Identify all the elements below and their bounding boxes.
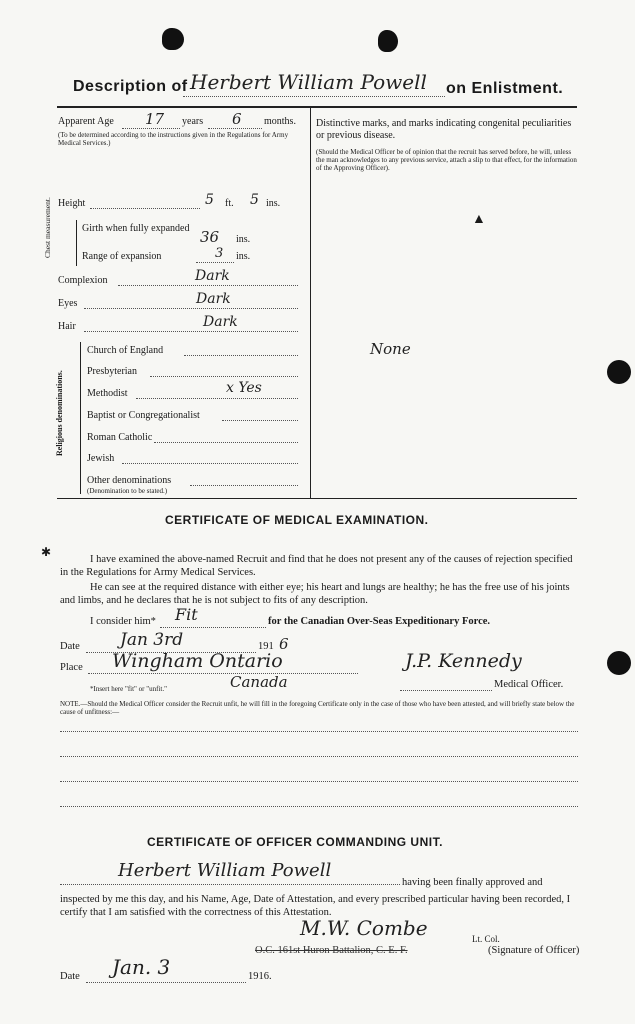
girth-ins-label: ins. <box>236 234 251 245</box>
top-rule <box>57 106 577 108</box>
height-in: 5 <box>250 192 259 208</box>
methodist-mark: x Yes <box>226 380 262 396</box>
expansion-line <box>196 262 234 263</box>
officer-signature: M.W. Combe <box>300 916 428 940</box>
ink-blot-left <box>162 28 184 50</box>
age-label: Apparent Age <box>58 116 114 127</box>
signature-line <box>400 690 492 691</box>
officer-name-line <box>60 884 400 885</box>
complexion-line <box>118 285 298 286</box>
officer-para: inspected by me this day, and his Name, Age, Date of Attestation, and every prescribed particular having been recorded, I certify that I am satisfied with the correctness of this Attestation. <box>60 894 571 918</box>
unfit-line-1 <box>60 731 578 732</box>
ink-blot-right <box>378 30 398 52</box>
denom-line-3 <box>222 420 298 421</box>
age-months: 6 <box>232 110 242 128</box>
medical-para1: I have examined the above-named Recruit and find that he does not present any of the causes of rejection specified in the Regulations for Army Medical Services. <box>60 554 573 578</box>
officer-unit: O.C. 161st Huron Battalion, C. E. F. <box>255 945 408 956</box>
complexion-label: Complexion <box>58 275 108 286</box>
officer-label: Medical Officer. <box>494 679 564 690</box>
medical-heading: CERTIFICATE OF MEDICAL EXAMINATION. <box>165 513 429 527</box>
age-months-line <box>208 128 262 129</box>
denom-baptist: Baptist or Congregationalist <box>87 410 200 421</box>
denom-line-4 <box>154 442 298 443</box>
officer-sig-label: (Signature of Officer) <box>488 945 580 956</box>
unfit-line-2 <box>60 756 578 757</box>
eyes-value: Dark <box>196 291 231 307</box>
section-rule <box>57 498 577 499</box>
denom-line-6 <box>190 485 298 486</box>
girth-value: 36 <box>200 228 220 246</box>
marks-note: (Should the Medical Officer be of opinion that the recruit has served before, he will, unless the man acknowledges to any previous service, attach a slip to that effect, for the information of the Approving Officer). <box>316 148 577 172</box>
girth-label: Girth when fully expanded <box>82 223 190 234</box>
officer-date-line <box>86 982 246 983</box>
consider-line <box>160 627 266 628</box>
denom-jewish: Jewish <box>87 453 115 464</box>
chest-bracket <box>76 220 77 266</box>
height-ft: 5 <box>205 192 214 208</box>
medical-signature: J.P. Kennedy <box>405 650 522 672</box>
complexion-value: Dark <box>195 268 230 284</box>
marks-caret-icon: ▲ <box>472 212 486 227</box>
title-name: Herbert William Powell <box>190 70 427 94</box>
denomination-note: (Denomination to be stated.) <box>87 487 168 495</box>
officer-date-label: Date <box>60 971 80 982</box>
officer-heading: CERTIFICATE OF OFFICER COMMANDING UNIT. <box>147 835 443 849</box>
column-divider <box>310 108 311 498</box>
medical-para2: He can see at the required distance with either eye; his heart and lungs are healthy; he has the free use of his joints and limbs, and he declares that he is not subject to fits of any description. <box>60 582 570 606</box>
title-prefix: Description of <box>73 78 188 95</box>
expansion-label: Range of expansion <box>82 251 162 262</box>
religion-bracket <box>80 342 81 494</box>
consider-label: I consider him* <box>90 616 156 627</box>
eyes-label: Eyes <box>58 298 78 309</box>
hair-line <box>84 331 298 332</box>
denom-line-0 <box>184 355 298 356</box>
consider-value: Fit <box>175 605 198 624</box>
title-line <box>183 96 445 97</box>
marks-label: Distinctive marks, and marks indicating congenital peculiarities or previous disease. <box>316 118 572 141</box>
unfit-note: NOTE.—Should the Medical Officer consider the Recruit unfit, he will fill in the foregoing Certificate only in the case of those who have been attested, and will briefly state below the cause of unfitness:— <box>60 700 575 716</box>
hair-label: Hair <box>58 321 76 332</box>
date-label: Date <box>60 641 80 652</box>
officer-year: 1916. <box>248 971 272 982</box>
insert-note: *Insert here "fit" or "unfit." <box>90 685 167 693</box>
height-line <box>90 208 200 209</box>
consider-suffix: for the Canadian Over-Seas Expeditionary Force. <box>268 616 491 627</box>
expansion-ins-label: ins. <box>236 251 251 262</box>
officer-date-value: Jan. 3 <box>112 955 171 979</box>
unfit-line-4 <box>60 806 578 807</box>
denom-other: Other denominations <box>87 475 172 486</box>
age-years-line <box>122 128 180 129</box>
denom-line-2 <box>136 398 298 399</box>
hair-value: Dark <box>203 314 238 330</box>
officer-name-value: Herbert William Powell <box>118 860 332 881</box>
place-label: Place <box>60 662 83 673</box>
officer-rank: Lt. Col. <box>472 934 500 944</box>
asterisk-mark: ✱ <box>41 545 52 559</box>
unfit-line-3 <box>60 781 578 782</box>
ft-label: ft. <box>225 198 234 209</box>
expansion-value: 3 <box>215 246 224 261</box>
denom-line-1 <box>150 376 298 377</box>
age-years: 17 <box>145 110 165 128</box>
denom-church-of-england: Church of England <box>87 345 164 356</box>
height-label: Height <box>58 198 86 209</box>
age-note: (To be determined according to the instructions given in the Regulations for Army Medical Services.) <box>58 131 289 147</box>
denom-methodist: Methodist <box>87 388 128 399</box>
ins-label: ins. <box>266 198 281 209</box>
place-value-2: Canada <box>230 673 288 691</box>
denom-line-5 <box>122 463 298 464</box>
place-line <box>88 673 358 674</box>
denom-presbyterian: Presbyterian <box>87 366 137 377</box>
year-prefix: 191 <box>258 641 274 652</box>
years-label: years <box>182 116 204 127</box>
officer-line1-suffix: having been finally approved and <box>402 877 543 888</box>
denom-roman-catholic: Roman Catholic <box>87 432 153 443</box>
eyes-line <box>84 308 298 309</box>
religion-side-label: Religious denominations. <box>55 370 64 456</box>
year-suffix: 6 <box>279 635 289 653</box>
title-suffix: on Enlistment. <box>446 80 564 97</box>
punch-hole-bottom <box>607 651 631 675</box>
punch-hole-top <box>607 360 631 384</box>
date-value: Jan 3rd <box>120 630 184 650</box>
months-label: months. <box>264 116 296 127</box>
place-value: Wingham Ontario <box>112 650 283 672</box>
chest-side-label: Chest measurement. <box>43 197 52 258</box>
marks-value: None <box>370 340 411 358</box>
